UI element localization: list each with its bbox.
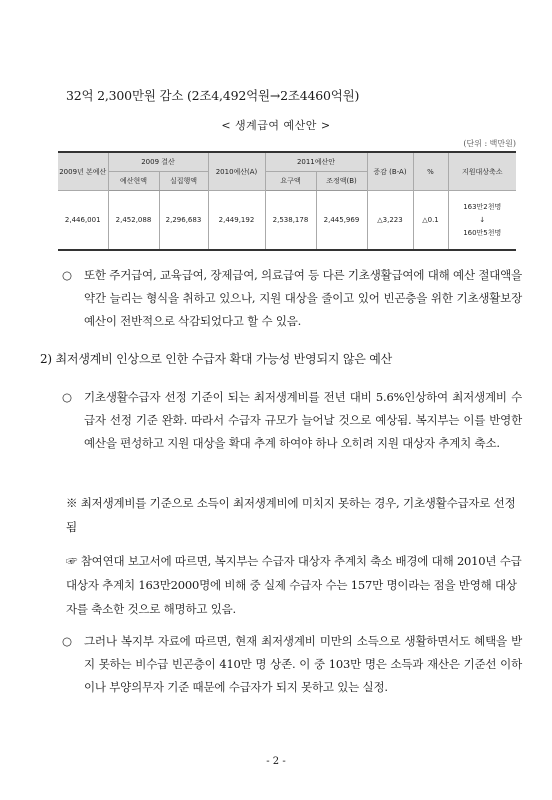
header-adjusted: 조정액(B): [316, 172, 367, 191]
paragraph-minimum-cost: [62, 386, 522, 455]
header-budget-now: 예산현액: [108, 172, 159, 191]
bullet-circle-icon: ○: [62, 634, 72, 648]
cell-request: 2,538,178: [265, 191, 316, 251]
cell-budget-now: 2,452,088: [108, 191, 159, 251]
header-expenditure: 실집행액: [159, 172, 208, 191]
cell-2009-budget: 2,446,001: [58, 191, 108, 251]
paragraph-other-benefits: [62, 264, 522, 333]
page-number: - 2 -: [266, 756, 286, 767]
budget-table: [58, 151, 516, 251]
paragraph-non-recipients: [62, 630, 522, 699]
table-unit: (단위 : 백만원): [463, 139, 516, 148]
target-to: 160만5천명: [463, 229, 502, 237]
header-2009-settlement: 2009 결산: [108, 152, 208, 172]
down-arrow-icon: ↓: [479, 216, 486, 224]
section-heading: 2) 최저생계비 인상으로 인한 수급자 확대 가능성 반영되지 않은 예산: [40, 352, 393, 366]
bullet-circle-icon: ○: [62, 268, 72, 282]
header-2010-budget: 2010예산(A): [208, 152, 265, 191]
paragraph-text: 그러나 복지부 자료에 따르면, 현재 최저생계비 미만의 소득으로 생활하면서도 혜택을 받지 못하는 비수급 빈곤층이 410만 명 상존. 이 중 103만 명은 소득과 재산은 기준선 이하이나 부양의무자 기준 때문에 수급자가 되지 못하고 있는 실정.: [84, 634, 522, 694]
table-row: [58, 191, 516, 251]
header-2009-budget: 2009년 본예산: [58, 152, 108, 191]
cell-2010-budget: 2,449,192: [208, 191, 265, 251]
cell-percent: △0.1: [413, 191, 448, 251]
header-target-reduction: 지원대상축소: [448, 152, 516, 191]
note-selection-criteria: ※ 최저생계비를 기준으로 소득이 최저생계비에 미치지 못하는 경우, 기초생활수급자로 선정됨: [66, 496, 516, 534]
header-2011-budget: 2011예산안: [265, 152, 367, 172]
header-request: 요구액: [265, 172, 316, 191]
cell-change: △3,223: [367, 191, 413, 251]
budget-decrease-line: 32억 2,300만원 감소 (2조4,492억원→2조4460억원): [66, 88, 360, 103]
table-header-row: [58, 152, 516, 172]
cell-target-reduction: [448, 191, 516, 251]
cell-expenditure: 2,296,683: [159, 191, 208, 251]
paragraph-text: 기초생활수급자 선정 기준이 되는 최저생계비를 전년 대비 5.6%인상하여 최저생계비 수급자 선정 기준 완화. 따라서 수급자 규모가 늘어날 것으로 예상됨. 복지부는 이를 반영한 예산을 편성하고 지원 대상을 확대 추계 하여야 하나 오히려 지원 대상자 추계치 축소.: [84, 390, 522, 450]
bullet-circle-icon: ○: [62, 390, 72, 404]
table-title: < 생계급여 예산안 >: [221, 119, 331, 132]
cell-adjusted: 2,445,969: [316, 191, 367, 251]
note-pspd-report: ☞ 참여연대 보고서에 따르면, 복지부는 수급자 대상자 추계치 축소 배경에 대해 2010년 수급 대상자 추계치 163만2000명에 비해 중 실제 수급자 수는 157만 명이라는 점을 반영해 대상자를 축소한 것으로 해명하고 있음.: [66, 554, 522, 616]
header-change: 증감 (B-A): [367, 152, 413, 191]
header-percent: %: [413, 152, 448, 191]
paragraph-text: 또한 주거급여, 교육급여, 장제급여, 의료급여 등 다른 기초생활급여에 대해 예산 절대액을 약간 늘리는 형식을 취하고 있으나, 지원 대상을 줄이고 있어 빈곤층을 위한 기초생활보장예산이 전반적으로 삭감되었다고 할 수 있음.: [84, 268, 522, 328]
target-from: 163만2천명: [463, 203, 502, 211]
